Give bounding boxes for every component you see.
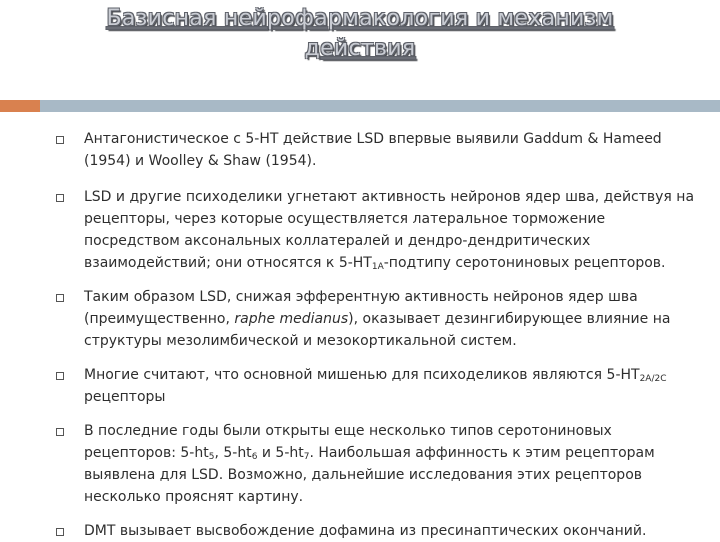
bullet-text: Таким образом LSD, снижая эфферентную активность нейронов ядер шва (преимущественно, [84, 289, 638, 327]
square-bullet-icon [56, 372, 64, 380]
bullet-text: В последние годы были открыты еще несколько типов серотониновых рецепторов: 5-ht [84, 423, 612, 461]
bullet-text: рецепторы [84, 389, 166, 405]
square-bullet-icon [56, 194, 64, 202]
subscript: 2A/2C [639, 374, 667, 384]
bullet-text: , 5-ht [214, 445, 252, 461]
subscript: 1A [371, 262, 384, 272]
square-bullet-icon [56, 136, 64, 144]
bullet-item-1 [56, 128, 696, 172]
subscript: 6 [251, 452, 258, 462]
bullet-item-2 [56, 186, 696, 274]
bullet-text: -подтипу серотониновых рецепторов. [383, 255, 666, 271]
bullet-list [56, 128, 696, 542]
slide-title-line-2: действия [304, 36, 416, 61]
square-bullet-icon [56, 294, 64, 302]
subscript: 5 [208, 452, 215, 462]
bullet-text: LSD и другие психоделики угнетают активность нейронов ядер шва, действуя на рецепторы, через которые осуществляется латеральное торможение посредством аксональных коллатералей и дендро-дендритических взаимодействий; они относятся к 5-HT [84, 189, 695, 271]
slide-title-line-1: Базисная нейрофармакология и механизм [106, 6, 614, 31]
subscript: 7 [303, 452, 310, 462]
header-band-accent [0, 100, 40, 112]
bullet-item-3 [56, 286, 696, 352]
italic-term: raphe medianus [234, 311, 349, 327]
bullet-item-4 [56, 364, 696, 408]
bullet-text: Антагонистическое с 5-HT действие LSD впервые выявили Gaddum & Hameed (1954) и Woolley & Shaw (1954). [84, 131, 662, 169]
bullet-text: ), оказывает дезингибирующее влияние на структуры мезолимбической и мезокортикальной систем. [84, 311, 671, 349]
bullet-text: DMT вызывает высвобождение дофамина из пресинаптических окончаний. [84, 523, 647, 539]
bullet-text: Многие считают, что основной мишенью для психоделиков являются 5-HT [84, 367, 640, 383]
bullet-item-5 [56, 420, 696, 508]
square-bullet-icon [56, 528, 64, 536]
bullet-text: . Наибольшая аффинность к этим рецепторам выявлена для LSD. Возможно, дальнейшие исследования этих рецепторов несколько прояснят картину. [84, 445, 655, 505]
bullet-text: и 5-ht [257, 445, 304, 461]
bullet-item-6 [56, 520, 696, 542]
header-band [40, 100, 720, 112]
slide-title [40, 4, 680, 64]
square-bullet-icon [56, 428, 64, 436]
